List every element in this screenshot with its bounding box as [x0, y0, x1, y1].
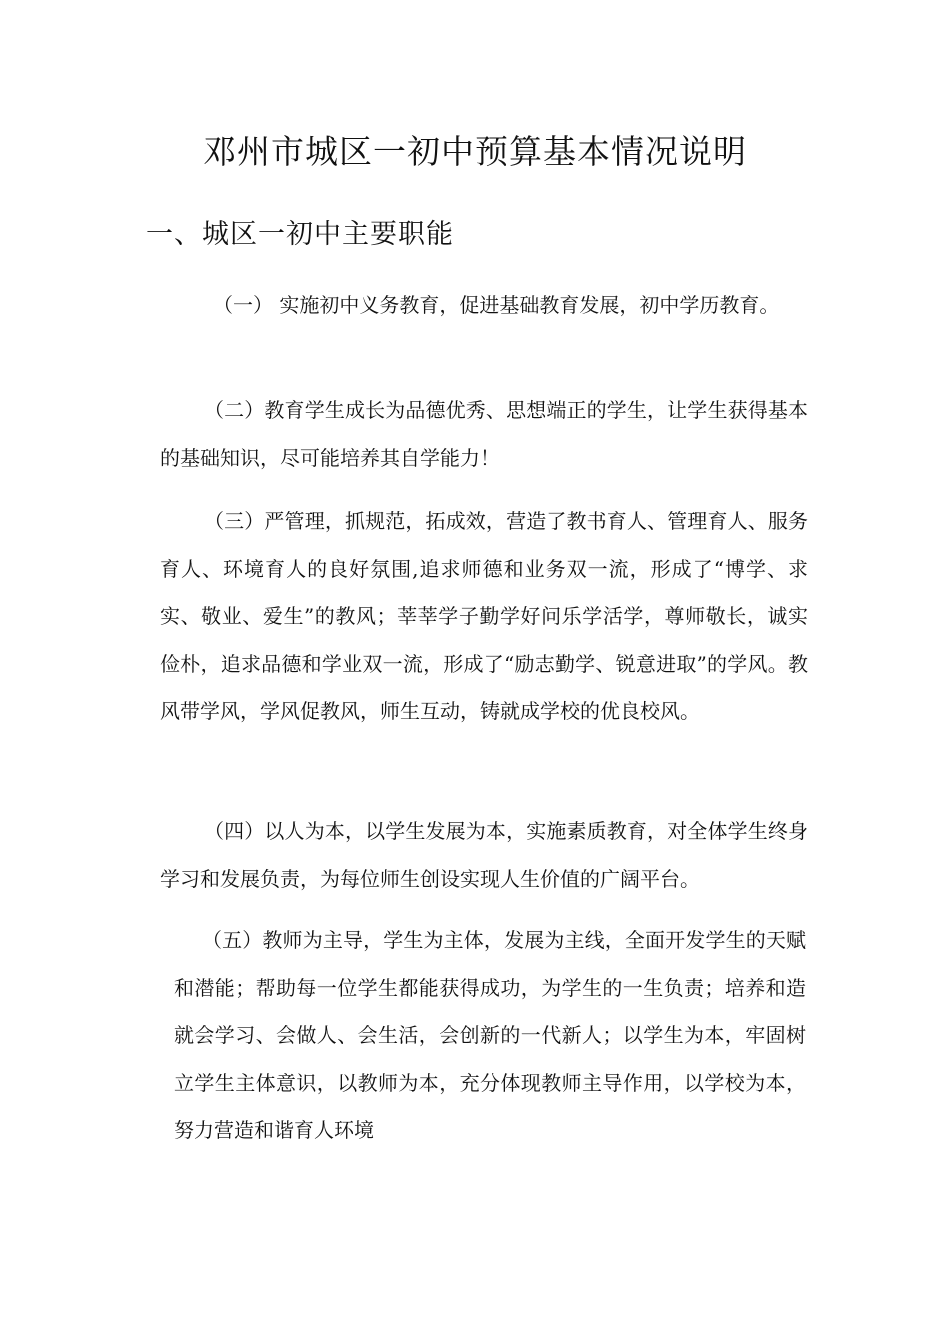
- paragraph-1: （一） 实施初中义务教育，促进基础教育发展，初中学历教育。: [213, 293, 780, 317]
- paragraph-2: （二）教育学生成长为品德优秀、思想端正的学生，让学生获得基本的基础知识，尽可能培养其自学能力！: [160, 398, 808, 470]
- document-title: 邓州市城区一初中预算基本情况说明: [203, 132, 747, 171]
- paragraph-5: （五）教师为主导，学生为主体，发展为主线，全面开发学生的天赋和潜能；帮助每一位学生都能获得成功，为学生的一生负责；培养和造就会学习、会做人、会生活，会创新的一代新人；以学生为本，牢固树立学生主体意识，以教师为本，充分体现教师主导作用，以学校为本，努力营造和谐育人环境: [174, 928, 806, 1142]
- paragraph-3: （三）严管理，抓规范，拓成效，营造了教书育人、管理育人、服务育人、环境育人的良好氛围,追求师德和业务双一流，形成了“博学、求实、敬业、爱生”的教风；莘莘学子勤学好问乐学活学，尊师敬长，诚实俭朴，追求品德和学业双一流，形成了“励志勤学、锐意进取”的学风。教风带学风，学风促教风，师生互动，铸就成学校的优良校风。: [160, 509, 808, 723]
- paragraph-4: （四）以人为本，以学生发展为本，实施素质教育，对全体学生终身学习和发展负责，为每位师生创设实现人生价值的广阔平台。: [160, 819, 808, 891]
- section-heading: 一、城区一初中主要职能: [146, 219, 454, 250]
